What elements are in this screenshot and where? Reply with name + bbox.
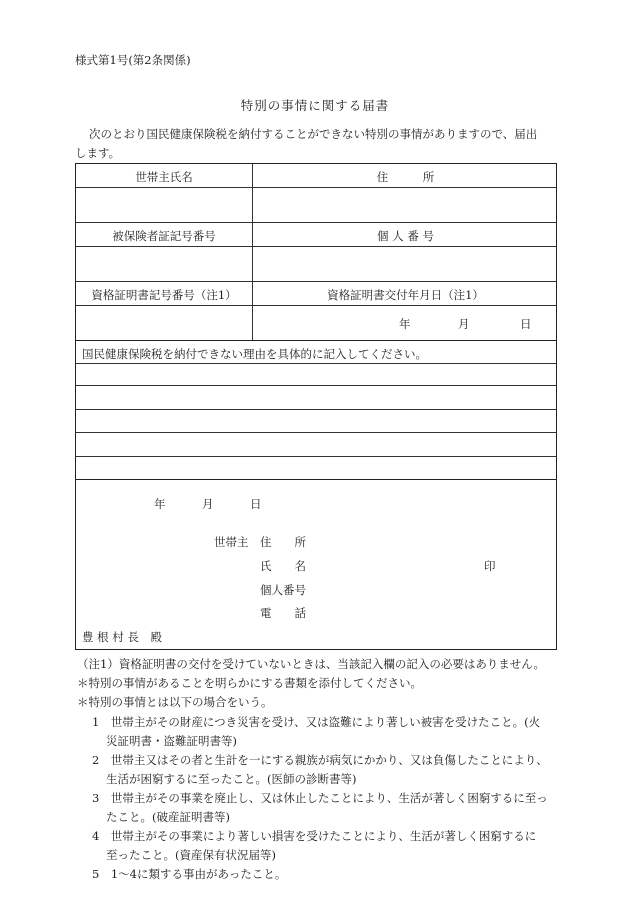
householder-name-field[interactable] <box>78 189 250 221</box>
case-4-line2: 至ったこと。(資産保有状況届等) <box>106 848 276 862</box>
householder-name-label: 世帯主氏名 <box>135 170 193 184</box>
reason-label: 国民健康保険税を納付できない理由を具体的に記入してください。 <box>82 347 427 361</box>
insured-number-label: 被保険者証記号番号 <box>112 229 216 243</box>
reason-field[interactable] <box>78 365 556 477</box>
form-id: 様式第1号(第2条関係) <box>75 53 191 67</box>
case-1-line2: 災証明書・盗難証明書等) <box>106 734 237 748</box>
seal-mark: 印 <box>484 559 496 573</box>
qualification-date-label: 資格証明書交付年月日（注1） <box>327 288 484 302</box>
sign-personal-number-label: 個人番号 <box>260 583 306 597</box>
case-1-line1: 1 世帯主がその財産につき災害を受け、又は盗難により著しい被害を受けたこと。(火 <box>92 715 541 729</box>
intro-line2: します。 <box>75 146 121 160</box>
intro-line1: 次のとおり国民健康保険税を納付することができない特別の事情がありますので、届出 <box>89 127 538 141</box>
date-day-label: 日 <box>520 317 532 331</box>
case-2-line1: 2 世帯主又はその者と生計を一にする親族が病気にかかり、又は負傷したことにより、 <box>92 753 548 767</box>
sign-name-label: 氏 名 <box>260 559 306 573</box>
sign-month: 月 <box>202 497 214 511</box>
declaration-table <box>75 163 557 650</box>
householder-label: 世帯主 <box>214 535 249 549</box>
addressee: 豊 根 村 長 殿 <box>82 630 162 644</box>
page-title: 特別の事情に関する届書 <box>240 98 390 113</box>
sign-phone-label: 電 話 <box>260 606 306 620</box>
qualification-cert-field[interactable] <box>78 307 250 339</box>
note-1: （注1）資格証明書の交付を受けていないときは、当該記入欄の記入の必要はありません。 <box>77 657 546 671</box>
qualification-cert-label: 資格証明書記号番号（注1） <box>91 288 237 302</box>
personal-number-field[interactable] <box>255 248 555 280</box>
note-cases-intro: ＊特別の事情とは以下の場合をいう。 <box>77 695 273 709</box>
address-field[interactable] <box>255 189 555 221</box>
case-2-line2: 生活が困窮するに至ったこと。(医師の診断書等) <box>106 772 357 786</box>
note-attach: ＊特別の事情があることを明らかにする書類を添付してください。 <box>77 676 422 690</box>
case-4-line1: 4 世帯主がその事業により著しい損害を受けたことにより、生活が著しく困窮するに <box>92 829 537 843</box>
case-5: 5 1～4に類する事由があったこと。 <box>92 867 287 881</box>
date-year-label: 年 <box>399 317 411 331</box>
date-month-label: 月 <box>458 317 470 331</box>
case-3-line2: たこと。(破産証明書等) <box>106 810 230 824</box>
sign-year: 年 <box>154 497 166 511</box>
case-3-line1: 3 世帯主がその事業を廃止し、又は休止したことにより、生活が著しく困窮するに至っ <box>92 791 548 805</box>
address-label: 住 所 <box>376 170 435 184</box>
insured-number-field[interactable] <box>78 248 250 280</box>
personal-number-label: 個 人 番 号 <box>377 229 434 243</box>
sign-day: 日 <box>250 497 262 511</box>
sign-address-label: 住 所 <box>260 535 306 549</box>
